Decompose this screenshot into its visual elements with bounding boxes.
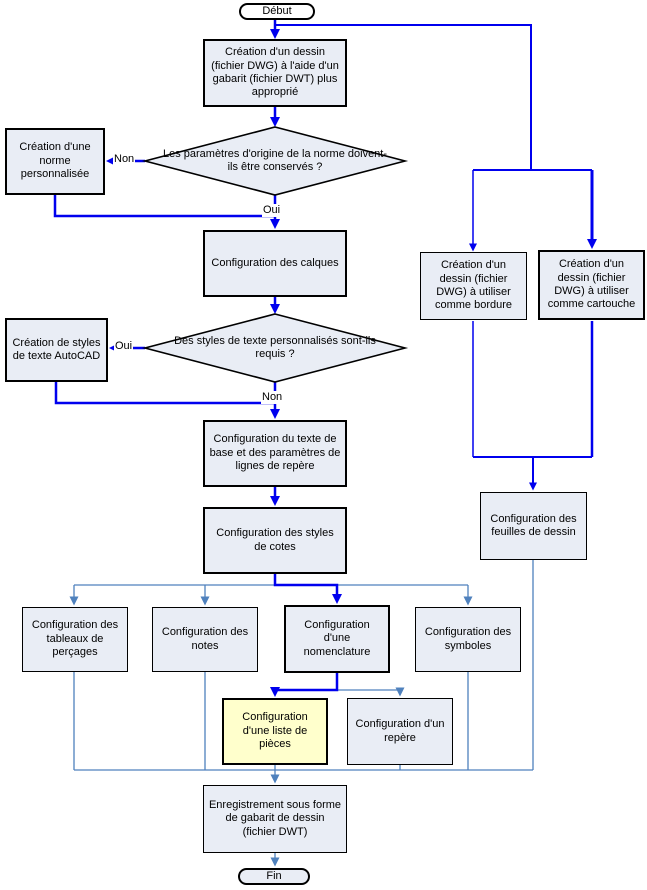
node-texte-base[interactable]: [203, 420, 347, 487]
decision-norme-shape: [145, 127, 405, 195]
node-norme-personnalisee-label: Création d'une norme personnalisée: [19, 141, 91, 181]
node-styles-cotes-label: Configuration des styles de cotes: [216, 527, 334, 553]
node-notes-label: Configuration des notes: [161, 626, 249, 652]
node-cartouche[interactable]: [538, 250, 645, 320]
edge-label-oui-2: Oui: [115, 340, 133, 352]
node-enregistrement-label: Enregistrement sous forme de gabarit de dessin (fichier DWT): [208, 798, 342, 838]
edge-cotes-nomenclature: [275, 574, 337, 601]
node-bordure[interactable]: [420, 252, 527, 320]
start-terminator[interactable]: [239, 3, 315, 20]
node-symboles-label: Configuration des symboles: [424, 626, 512, 652]
end-terminator[interactable]: [238, 868, 310, 885]
decision-styles-texte-shape: [145, 314, 405, 382]
node-nomenclature-label: Configuration d'une nomenclature: [303, 618, 371, 658]
node-liste-pieces[interactable]: [222, 698, 328, 765]
node-repere-label: Configuration d'un repère: [355, 718, 445, 744]
edge-label-oui-1: Oui: [263, 204, 281, 216]
edge-norme-merge: [55, 195, 274, 216]
node-calques[interactable]: [203, 230, 347, 297]
end-label: Fin: [266, 869, 282, 882]
decision-styles-texte-label: Des styles de texte personnalisés sont-ils requis ?: [174, 334, 376, 360]
node-calques-label: Configuration des calques: [211, 256, 339, 269]
node-bordure-label: Création d'un dessin (fichier DWG) à utiliser comme bordure: [434, 259, 513, 312]
node-symboles[interactable]: [415, 607, 521, 672]
node-enregistrement[interactable]: [203, 785, 347, 853]
node-texte-base-label: Configuration du texte de base et des paramètres de lignes de repère: [209, 433, 341, 473]
node-styles-texte-autocad[interactable]: [5, 318, 108, 382]
decision-norme-label: Les paramètres d'origine de la norme doivent-ils être conservés ?: [162, 147, 388, 173]
edge-stylestexte-merge: [56, 382, 274, 403]
node-creation-dessin-label: Création d'un dessin (fichier DWG) à l'aide d'un gabarit (fichier DWT) plus approprié: [211, 46, 339, 99]
node-tableaux-percages-label: Configuration des tableaux de perçages: [31, 619, 119, 659]
edge-nomenclature-liste: [275, 673, 337, 694]
edge-to-repere: [337, 690, 400, 694]
node-liste-pieces-label: Configuration d'une liste de pièces: [242, 711, 308, 751]
start-label: Début: [262, 4, 292, 17]
edge-label-non-2: Non: [262, 391, 283, 403]
node-norme-personnalisee[interactable]: [5, 128, 105, 195]
node-tableaux-percages[interactable]: [22, 607, 128, 672]
node-nomenclature[interactable]: [284, 605, 390, 673]
node-feuilles-dessin-label: Configuration des feuilles de dessin: [490, 512, 577, 538]
node-styles-texte-autocad-label: Création de styles de texte AutoCAD: [12, 336, 101, 362]
edge-label-non-1: Non: [114, 153, 135, 165]
node-repere[interactable]: [347, 698, 453, 765]
node-feuilles-dessin[interactable]: [480, 492, 587, 560]
node-creation-dessin[interactable]: [203, 39, 347, 107]
node-cartouche-label: Création d'un dessin (fichier DWG) à utiliser comme cartouche: [547, 258, 636, 311]
node-styles-cotes[interactable]: [203, 507, 347, 574]
node-notes[interactable]: [152, 607, 258, 672]
